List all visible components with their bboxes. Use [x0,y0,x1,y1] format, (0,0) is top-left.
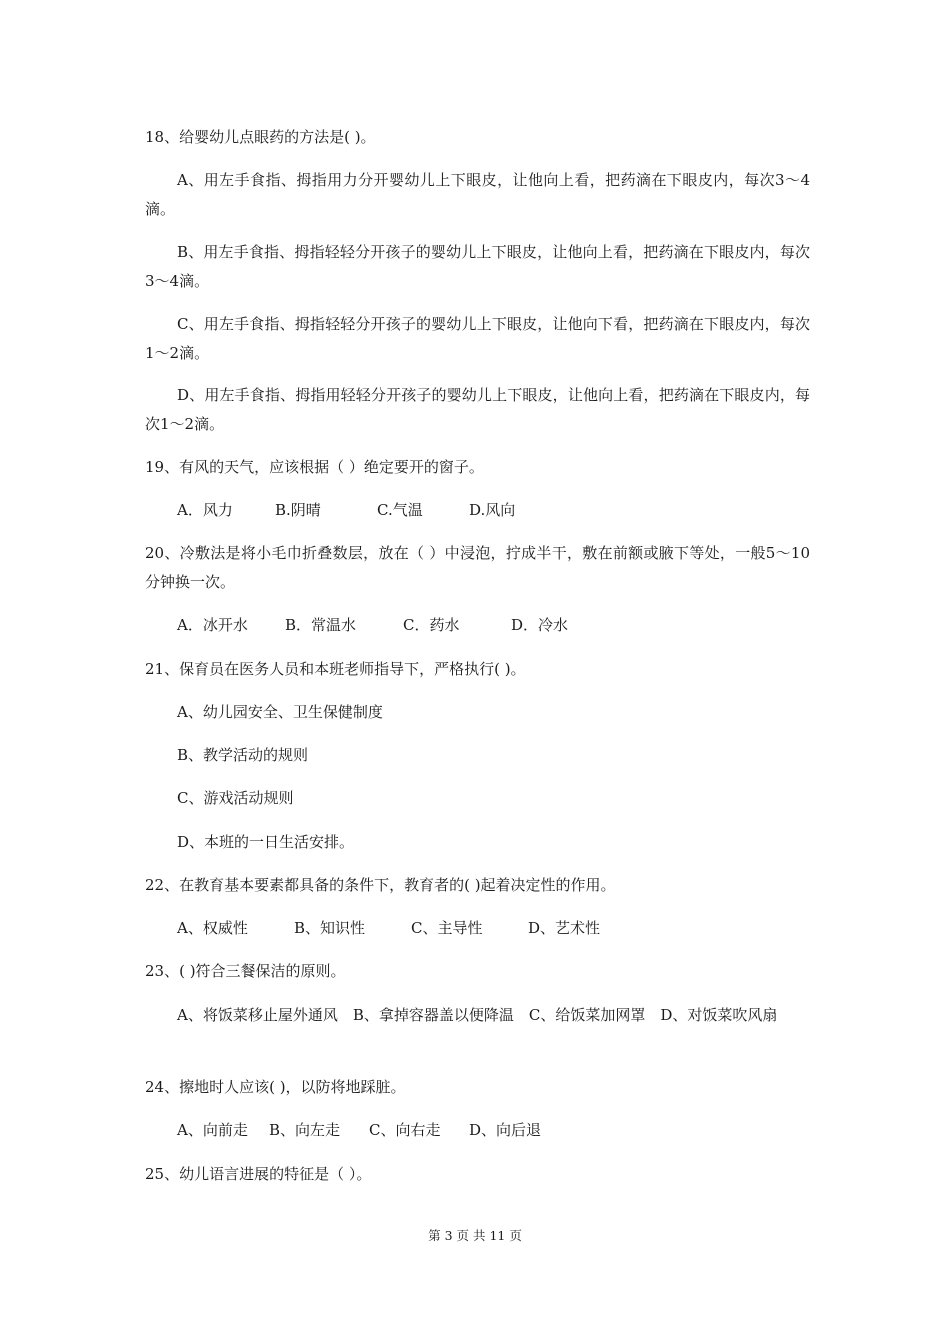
question-24-stem: 24、擦地时人应该( )，以防将地踩脏。 [145,1078,406,1096]
question-22-option: C、主导性 [411,919,483,937]
question-20-option: D．冷水 [511,616,569,634]
question-19-options [177,496,810,525]
question-21-option-a: A、幼儿园安全、卫生保健制度 [177,703,383,721]
question-19-option: D.风向 [469,501,516,519]
question-21-option-d: D、本班的一日生活安排。 [177,833,355,851]
question-19-stem: 19、有风的天气，应该根据（ ）绝定要开的窗子。 [145,458,484,476]
question-18-option-a: A、用左手食指、拇指用力分开婴幼儿上下眼皮，让他向上看，把药滴在下眼皮内，每次3～4滴。 [145,171,810,218]
question-25-stem: 25、幼儿语言进展的特征是（ ）。 [145,1165,372,1183]
question-18-option-d: D、用左手食指、拇指用轻轻分开孩子的婴幼儿上下眼皮，让他向上看，把药滴在下眼皮内，每次1～2滴。 [145,386,810,433]
question-20-option: A．冰开水 [177,616,248,634]
question-24-option: B、向左走 [269,1121,341,1139]
question-18-option-b: B、用左手食指、拇指轻轻分开孩子的婴幼儿上下眼皮，让他向上看，把药滴在下眼皮内，每次3～4滴。 [145,243,810,290]
question-20-options [177,611,810,640]
question-18-stem: 18、给婴幼儿点眼药的方法是( )。 [145,128,376,146]
question-19-option: C.气温 [377,501,423,519]
question-19-option: B.阴晴 [275,501,321,519]
question-24-option: A、向前走 [177,1121,248,1139]
question-22-option: A、权威性 [177,919,248,937]
question-22-options [177,914,810,943]
question-24-option: C、向右走 [369,1121,441,1139]
question-19-option: A．风力 [177,501,233,519]
question-24-option: D、向后退 [469,1121,542,1139]
page-footer: 第 3 页 共 11 页 [428,1228,522,1243]
question-21-stem: 21、保育员在医务人员和本班老师指导下，严格执行( )。 [145,660,526,678]
question-22-option: B、知识性 [294,919,366,937]
question-21-option-c: C、游戏活动规则 [177,789,294,807]
question-20-stem: 20、冷敷法是将小毛巾折叠数层，放在（ ）中浸泡，拧成半干，敷在前额或腋下等处，一般5～10分钟换一次。 [145,544,810,591]
question-23-options: A、将饭菜移止屋外通风 B、拿掉容器盖以便降温 C、给饭菜加网罩 D、对饭菜吹风扇 [177,1006,778,1024]
question-18-option-c: C、用左手食指、拇指轻轻分开孩子的婴幼儿上下眼皮，让他向下看，把药滴在下眼皮内，每次1～2滴。 [145,315,810,362]
question-22-stem: 22、在教育基本要素都具备的条件下，教育者的( )起着决定性的作用。 [145,876,616,894]
question-22-option: D、艺术性 [528,919,601,937]
question-20-option: C．药水 [403,616,460,634]
question-23-stem: 23、( )符合三餐保洁的原则。 [145,962,346,980]
question-20-option: B．常温水 [285,616,357,634]
question-21-option-b: B、教学活动的规则 [177,746,309,764]
question-24-options [177,1116,810,1145]
